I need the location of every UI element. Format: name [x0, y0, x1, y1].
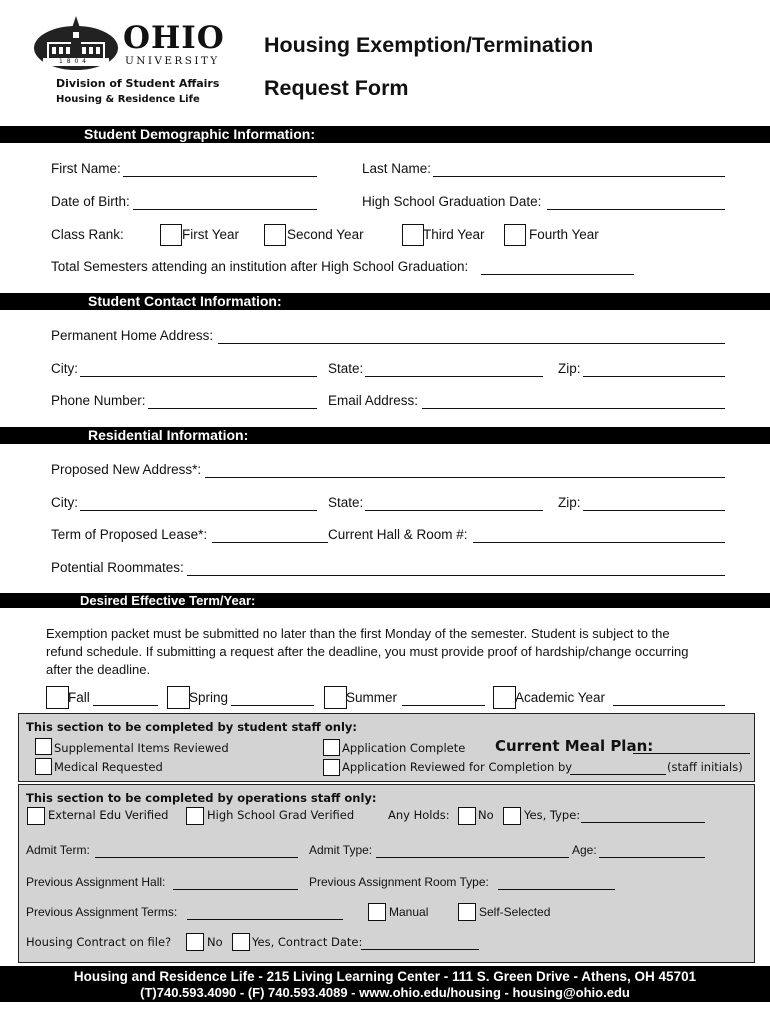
division-name: Division of Student Affairs: [56, 77, 220, 90]
footer-contact: (T)740.593.4090 - (F) 740.593.4089 - www.ohio.edu/housing - housing@ohio.edu: [140, 985, 630, 1000]
first-name-field[interactable]: [123, 164, 317, 177]
deadline-notice-line2: refund schedule. If submitting a request after the deadline, you must provide proof of hardship/change occurring: [46, 644, 689, 659]
deadline-notice-line3: after the deadline.: [46, 662, 151, 677]
summer-label: Summer: [346, 690, 398, 705]
meal-plan-label: Current Meal Plan:: [495, 737, 654, 755]
spring-checkbox[interactable]: [167, 686, 190, 709]
staff-initials-field[interactable]: [570, 762, 666, 775]
footer-address: Housing and Residence Life - 215 Living Learning Center - 111 S. Green Drive - Athens, OH 45701: [73, 969, 697, 984]
second-year-label: Second Year: [287, 227, 364, 242]
manual-checkbox[interactable]: [368, 903, 386, 921]
fourth-year-label: Fourth Year: [529, 227, 599, 242]
admit-term-field[interactable]: [95, 845, 298, 858]
operations-heading: This section to be completed by operations staff only:: [26, 791, 377, 805]
prev-terms-field[interactable]: [187, 907, 343, 920]
home-address-label: Permanent Home Address:: [51, 328, 214, 343]
hs-grad-date-label: High School Graduation Date:: [362, 194, 542, 209]
contact-zip-label: Zip:: [558, 361, 581, 376]
medical-checkbox[interactable]: [35, 758, 52, 775]
lease-term-label: Term of Proposed Lease*:: [51, 527, 208, 542]
res-zip-field[interactable]: [583, 498, 725, 511]
section-header-contact: Student Contact Information:: [0, 293, 770, 310]
summer-field[interactable]: [402, 693, 485, 706]
roommates-field[interactable]: [187, 563, 725, 576]
first-year-checkbox[interactable]: [160, 224, 182, 246]
any-holds-label: Any Holds:: [388, 808, 450, 822]
res-city-field[interactable]: [80, 498, 317, 511]
app-reviewed-label: Application Reviewed for Completion by: [342, 760, 573, 774]
holds-yes-label: Yes, Type:: [524, 808, 581, 822]
manual-label: Manual: [389, 905, 429, 919]
holds-yes-checkbox[interactable]: [503, 807, 521, 825]
new-address-label: Proposed New Address*:: [51, 462, 202, 477]
res-state-field[interactable]: [365, 498, 543, 511]
contact-city-field[interactable]: [80, 364, 317, 377]
home-address-field[interactable]: [218, 331, 725, 344]
section-header-term: Desired Effective Term/Year:: [0, 593, 770, 608]
age-label: Age:: [572, 843, 597, 857]
dob-field[interactable]: [133, 197, 317, 210]
contact-city-label: City:: [51, 361, 78, 376]
spring-label: Spring: [189, 690, 229, 705]
contact-state-field[interactable]: [365, 364, 543, 377]
new-address-field[interactable]: [205, 465, 725, 478]
contact-zip-field[interactable]: [583, 364, 725, 377]
roommates-label: Potential Roommates:: [51, 560, 184, 575]
first-name-label: First Name:: [51, 161, 121, 176]
deadline-notice-line1: Exemption packet must be submitted no later than the first Monday of the semester. Student is subject to the: [46, 626, 670, 641]
department-name: Housing & Residence Life: [56, 94, 200, 105]
spring-field[interactable]: [231, 693, 314, 706]
supplemental-label: Supplemental Items Reviewed: [54, 741, 229, 755]
email-field[interactable]: [422, 396, 725, 409]
third-year-label: Third Year: [423, 227, 485, 242]
age-field[interactable]: [599, 845, 705, 858]
lease-term-field[interactable]: [212, 530, 328, 543]
email-label: Email Address:: [328, 393, 419, 408]
contract-yes-label: Yes, Contract Date:: [252, 935, 363, 949]
last-name-field[interactable]: [433, 164, 725, 177]
third-year-checkbox[interactable]: [402, 224, 424, 246]
academic-year-field[interactable]: [613, 693, 725, 706]
fall-field[interactable]: [93, 693, 158, 706]
total-semesters-field[interactable]: [481, 262, 634, 275]
res-city-label: City:: [51, 495, 78, 510]
medical-label: Medical Requested: [54, 760, 163, 774]
hs-grad-date-field[interactable]: [547, 197, 725, 210]
logo-year: 1 8 0 4: [59, 58, 87, 65]
contact-state-label: State:: [328, 361, 364, 376]
first-year-label: First Year: [182, 227, 240, 242]
fourth-year-checkbox[interactable]: [504, 224, 526, 246]
external-edu-label: External Edu Verified: [48, 808, 169, 822]
self-selected-checkbox[interactable]: [458, 903, 476, 921]
supplemental-checkbox[interactable]: [35, 738, 52, 755]
fall-label: Fall: [68, 690, 90, 705]
logo-ohio: OHIO: [123, 20, 225, 56]
meal-plan-field[interactable]: [633, 741, 750, 754]
total-semesters-label: Total Semesters attending an institution after High School Graduation:: [51, 259, 469, 274]
app-reviewed-checkbox[interactable]: [323, 759, 340, 776]
admit-type-label: Admit Type:: [309, 843, 373, 857]
last-name-label: Last Name:: [362, 161, 432, 176]
phone-field[interactable]: [148, 396, 317, 409]
prev-room-type-field[interactable]: [498, 877, 615, 890]
fall-checkbox[interactable]: [46, 686, 69, 709]
second-year-checkbox[interactable]: [264, 224, 286, 246]
section-header-demographic: Student Demographic Information:: [0, 126, 770, 143]
academic-year-label: Academic Year: [515, 690, 606, 705]
prev-terms-label: Previous Assignment Terms:: [26, 905, 178, 919]
ohio-logo: [33, 14, 233, 74]
res-state-label: State:: [328, 495, 364, 510]
footer: [0, 966, 770, 1002]
contract-label: Housing Contract on file?: [26, 935, 172, 949]
admit-term-label: Admit Term:: [26, 843, 90, 857]
academic-year-checkbox[interactable]: [493, 686, 516, 709]
contract-date-field[interactable]: [361, 937, 479, 950]
student-staff-heading: This section to be completed by student staff only:: [26, 720, 357, 734]
hs-grad-verified-label: High School Grad Verified: [207, 808, 355, 822]
prev-hall-label: Previous Assignment Hall:: [26, 875, 166, 889]
form-title-line2: Request Form: [264, 76, 409, 100]
form-title-line1: Housing Exemption/Termination: [264, 33, 594, 57]
contract-no-label: No: [207, 935, 223, 949]
section-header-residential: Residential Information:: [0, 427, 770, 444]
dob-label: Date of Birth:: [51, 194, 130, 209]
staff-initials-label: (staff initials): [667, 760, 743, 774]
prev-room-type-label: Previous Assignment Room Type:: [309, 875, 489, 889]
summer-checkbox[interactable]: [324, 686, 347, 709]
class-rank-label: Class Rank:: [51, 227, 124, 242]
current-hall-field[interactable]: [473, 530, 725, 543]
holds-type-field[interactable]: [581, 810, 705, 823]
app-complete-checkbox[interactable]: [323, 739, 340, 756]
phone-label: Phone Number:: [51, 393, 146, 408]
holds-no-checkbox[interactable]: [458, 807, 476, 825]
prev-hall-field[interactable]: [173, 877, 298, 890]
res-zip-label: Zip:: [558, 495, 581, 510]
holds-no-label: No: [478, 808, 494, 822]
logo-university: UNIVERSITY: [125, 55, 220, 67]
contract-yes-checkbox[interactable]: [232, 933, 250, 951]
self-selected-label: Self-Selected: [479, 905, 551, 919]
hs-grad-verified-checkbox[interactable]: [186, 807, 204, 825]
contract-no-checkbox[interactable]: [186, 933, 204, 951]
app-complete-label: Application Complete: [342, 741, 466, 755]
admit-type-field[interactable]: [376, 845, 569, 858]
current-hall-label: Current Hall & Room #:: [328, 527, 468, 542]
external-edu-checkbox[interactable]: [27, 807, 45, 825]
